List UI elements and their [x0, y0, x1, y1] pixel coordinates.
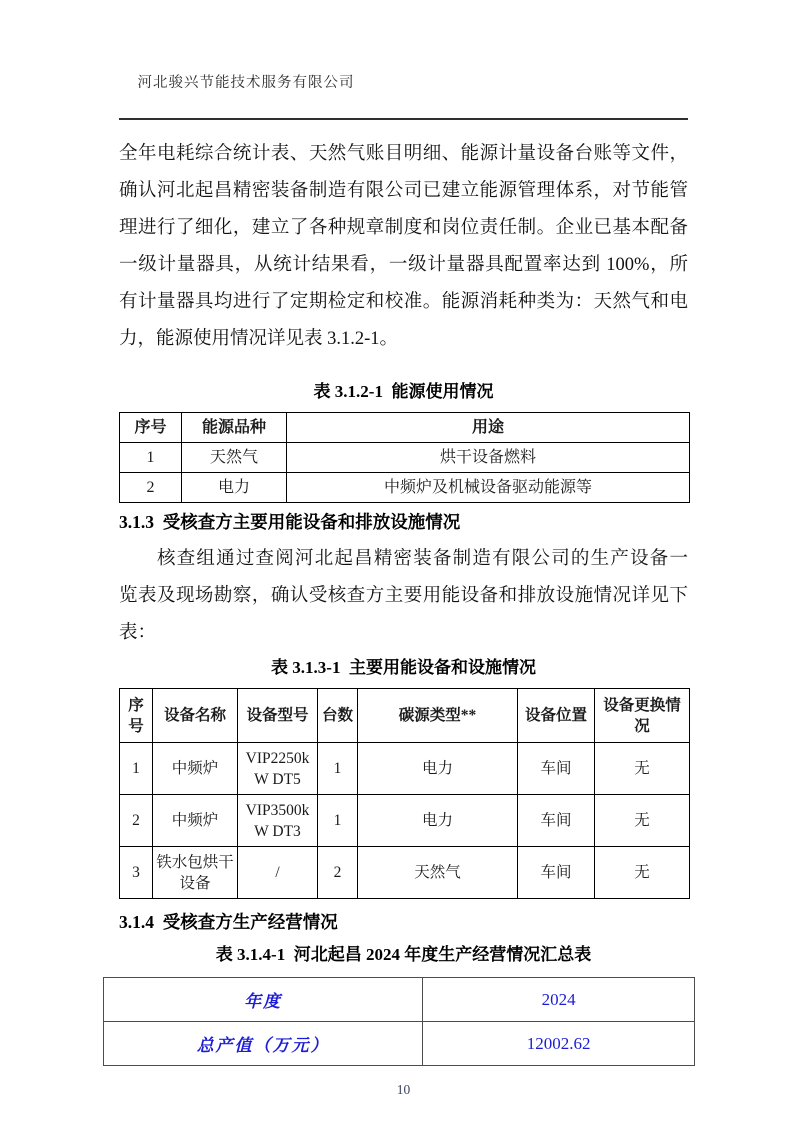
energy-use-table [119, 412, 690, 503]
cell: 电力 [358, 795, 518, 847]
cell: 无 [595, 743, 690, 795]
cell: 2 [120, 473, 182, 503]
paragraph-line: 一级计量器具，从统计结果看，一级计量器具配置率达到 100%，所 [119, 255, 688, 275]
energy-table-title: 表 3.1.2-1 能源使用情况 [313, 382, 494, 401]
cell: VIP3500kW DT3 [238, 795, 318, 847]
cell: 烘干设备燃料 [287, 443, 690, 473]
paragraph-line: 全年电耗综合统计表、天然气账目明细、能源计量设备台账等文件， [119, 144, 688, 164]
cell: 车间 [518, 847, 595, 899]
cell: 2 [120, 795, 153, 847]
equipment-table [119, 688, 690, 899]
cell-output-label: 总产值（万元） [104, 1022, 423, 1066]
cell: 中频炉及机械设备驱动能源等 [287, 473, 690, 503]
cell: 1 [120, 743, 153, 795]
cell-year-value: 2024 [423, 978, 695, 1022]
cell: / [238, 847, 318, 899]
table-row [104, 978, 695, 1022]
paragraph-energy-management [119, 136, 688, 358]
paragraph-equipment-survey [119, 541, 688, 652]
header-cell: 序号 [120, 413, 182, 443]
paragraph-line: 理进行了细化，建立了各种规章制度和岗位责任制。企业已基本配备 [119, 218, 688, 238]
table-row [120, 743, 690, 795]
cell: 2 [318, 847, 358, 899]
cell: VIP2250kW DT5 [238, 743, 318, 795]
table-header-row [120, 413, 690, 443]
cell-year-label: 年度 [104, 978, 423, 1022]
paragraph-line: 表： [119, 623, 157, 643]
header-cell: 设备型号 [238, 689, 318, 743]
paragraph-line: 有计量器具均进行了定期检定和校准。能源消耗种类为：天然气和电 [119, 292, 688, 312]
cell: 车间 [518, 795, 595, 847]
paragraph-line: 核查组通过查阅河北起昌精密装备制造有限公司的生产设备一 [157, 549, 688, 569]
cell: 3 [120, 847, 153, 899]
cell: 电力 [358, 743, 518, 795]
header-cell: 设备名称 [153, 689, 238, 743]
table-row [120, 847, 690, 899]
section-3-1-3-heading: 3.1.3 受核查方主要用能设备和排放设施情况 [119, 512, 461, 532]
paragraph-line: 览表及现场勘察，确认受核查方主要用能设备和排放设施情况详见下 [119, 586, 688, 606]
table-row [120, 473, 690, 503]
section-3-1-4-heading: 3.1.4 受核查方生产经营情况 [119, 912, 338, 932]
header-cell: 碳源类型** [358, 689, 518, 743]
cell: 铁水包烘干设备 [153, 847, 238, 899]
cell: 电力 [182, 473, 287, 503]
paragraph-line: 力，能源使用情况详见表 3.1.2-1。 [119, 329, 399, 349]
cell: 1 [120, 443, 182, 473]
cell: 无 [595, 795, 690, 847]
cell: 中频炉 [153, 795, 238, 847]
header-cell: 设备更换情况 [595, 689, 690, 743]
header-cell: 台数 [318, 689, 358, 743]
cell: 天然气 [358, 847, 518, 899]
cell: 1 [318, 743, 358, 795]
table-row [120, 443, 690, 473]
cell-output-value: 12002.62 [423, 1022, 695, 1066]
header-cell: 能源品种 [182, 413, 287, 443]
cell: 中频炉 [153, 743, 238, 795]
cell: 车间 [518, 743, 595, 795]
header-company-name: 河北骏兴节能技术服务有限公司 [137, 75, 355, 91]
production-summary-table [103, 977, 695, 1066]
header-cell: 设备位置 [518, 689, 595, 743]
equipment-table-title: 表 3.1.3-1 主要用能设备和设施情况 [271, 658, 536, 677]
table-row [120, 795, 690, 847]
header-cell: 序号 [120, 689, 153, 743]
page-header [119, 50, 688, 120]
table-row [104, 1022, 695, 1066]
header-cell: 用途 [287, 413, 690, 443]
cell: 无 [595, 847, 690, 899]
page-number: 10 [396, 1082, 411, 1097]
cell: 天然气 [182, 443, 287, 473]
cell: 1 [318, 795, 358, 847]
production-table-title: 表 3.1.4-1 河北起昌 2024 年度生产经营情况汇总表 [215, 945, 592, 964]
paragraph-line: 确认河北起昌精密装备制造有限公司已建立能源管理体系，对节能管 [119, 181, 688, 201]
table-header-row [120, 689, 690, 743]
page-body [119, 136, 688, 1098]
